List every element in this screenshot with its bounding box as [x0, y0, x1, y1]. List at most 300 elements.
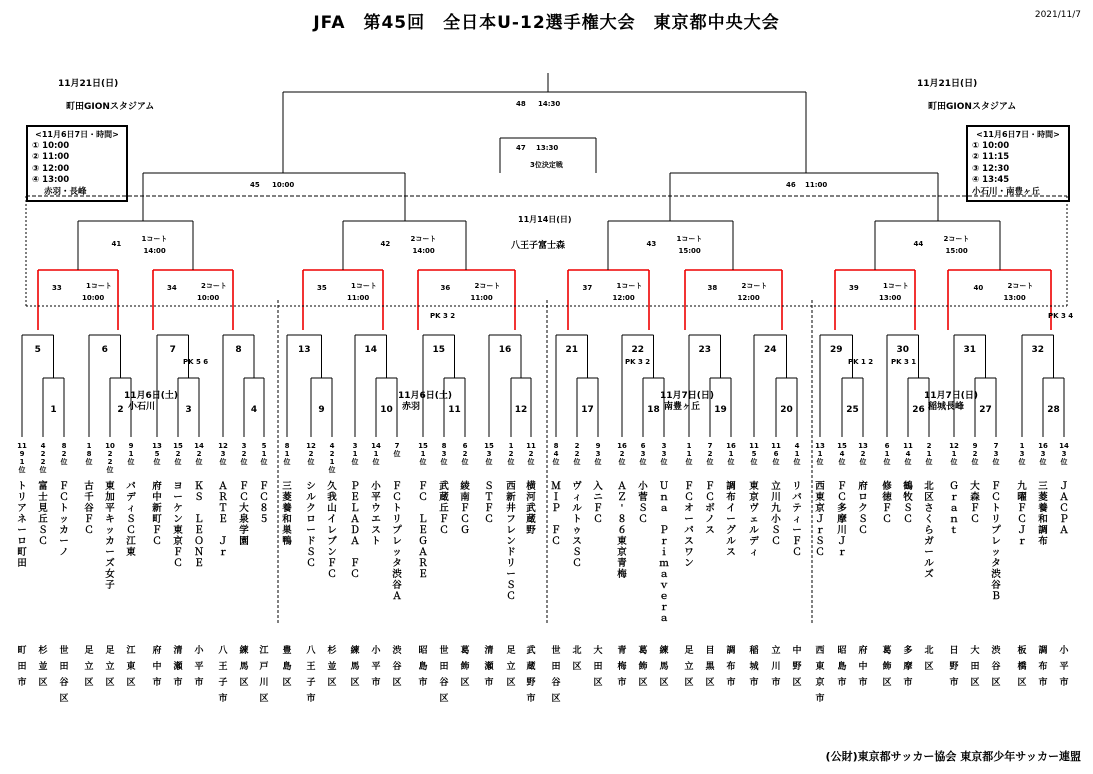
team-seed: 位 [307, 458, 315, 466]
team-area-char: 布 [726, 662, 736, 672]
team-name-char: Ｆ [392, 481, 402, 492]
team-name-char: ト [572, 514, 582, 525]
team-name-char: 養 [1038, 503, 1048, 514]
team-area-char: 中 [152, 662, 162, 672]
team-seed: 13 [815, 442, 825, 450]
team-name-char: Ｆ [684, 481, 694, 492]
match-no: 22 [631, 345, 645, 355]
team-name-char: Ｐ [659, 525, 669, 536]
team-seed: 13 [152, 442, 162, 450]
team-seed: 位 [507, 458, 515, 466]
team-name-char: Ｉ [551, 492, 561, 503]
team-seed: 位 [60, 458, 68, 466]
team-name-char: Ｓ [484, 481, 494, 492]
team-name-char: 泉 [239, 514, 249, 525]
team-seed: 11 [526, 442, 536, 450]
team-name-char: Ｃ [350, 569, 360, 580]
team-name-char: Ｂ [991, 591, 1001, 602]
team-name-char: 千 [84, 492, 94, 503]
team-area-char: 平 [371, 662, 381, 672]
match-no: 15 [432, 345, 446, 355]
team-seed: 3 [220, 450, 226, 458]
team-area-char: 区 [593, 678, 603, 688]
qf-time: 14:00 [412, 247, 435, 255]
team-name-char: ス [726, 547, 736, 558]
team-area-char: 中 [858, 662, 868, 672]
team-area-char: 区 [991, 678, 1001, 688]
team-name-char: ヨ [173, 481, 183, 492]
team-area-char: 小 [1059, 646, 1069, 656]
team-area-char: 目 [705, 646, 715, 656]
r16-no: 39 [849, 284, 859, 292]
team-name-char: 和 [1038, 514, 1048, 525]
team-seed: 8 [284, 442, 290, 450]
team-name-char: Ｅ [418, 569, 428, 580]
match-no: 26 [912, 405, 925, 415]
team-name-char: Ｆ [152, 525, 162, 536]
team-name-char: ｔ [949, 525, 959, 536]
team-seed: 位 [685, 458, 693, 466]
team-name-char: オ [684, 503, 694, 514]
team-name-char: Ａ [218, 481, 228, 492]
team-area-char: 馬 [239, 662, 249, 672]
r16-time: 12:00 [737, 294, 760, 302]
semi-time: 10:00 [272, 181, 295, 189]
team-name-char: Ｃ [705, 492, 715, 503]
team-seed: 位 [240, 458, 248, 466]
team-seed: 1 [794, 450, 800, 458]
team-seed: 2 [40, 458, 46, 466]
team-column [104, 442, 115, 688]
team-area-char: 杉 [38, 646, 48, 656]
team-name-char: 徳 [882, 492, 892, 503]
match-no: 7 [169, 345, 176, 355]
team-seed: 位 [153, 458, 161, 466]
team-seed: 位 [527, 458, 535, 466]
team-seed: 1 [508, 442, 514, 450]
team-seed: 8 [441, 442, 447, 450]
team-area-char: 区 [327, 678, 337, 688]
team-area-char: 区 [1017, 678, 1027, 688]
team-name-char: Ｐ [1059, 514, 1069, 525]
team-column [924, 442, 934, 672]
team-column [258, 442, 269, 704]
team-name-char: Ｃ [506, 591, 516, 602]
team-seed: 2 [508, 450, 514, 458]
team-name-char: 武 [526, 503, 536, 514]
team-name-char: ａ [659, 503, 669, 514]
team-name-char: ー [506, 569, 516, 580]
team-area-char: 中 [792, 646, 802, 656]
team-seed: 8 [86, 450, 92, 458]
team-area-char: 飾 [460, 662, 470, 672]
team-area-char: 市 [194, 678, 204, 688]
team-seed: 15 [484, 442, 494, 450]
team-area-char: 野 [792, 662, 802, 672]
team-seed: 16 [726, 442, 736, 450]
team-name-char: 子 [105, 580, 115, 591]
team-seed: 位 [925, 458, 933, 466]
team-seed: 位 [904, 458, 912, 466]
team-name-char: 山 [327, 503, 337, 514]
team-seed: 4 [553, 450, 559, 458]
team-name-char: Ｓ [858, 514, 868, 525]
team-name-char: ー [173, 492, 183, 503]
team-seed: 位 [174, 458, 182, 466]
team-name-char: 和 [282, 514, 292, 525]
team-name-char: ル [924, 558, 934, 569]
team-name-char: ノ [59, 547, 69, 558]
team-area-char: 並 [327, 662, 337, 672]
team-seed: 15 [173, 442, 183, 450]
team-name-char: 学 [239, 525, 249, 536]
team-name-char: 修 [882, 481, 892, 492]
team-column [125, 442, 136, 688]
match-no: 3 [185, 405, 192, 415]
team-seed: 1 [728, 450, 734, 458]
day-venue: 南豊ヶ丘 [664, 402, 701, 412]
team-name-char: レ [991, 536, 1001, 547]
match-no: 11 [448, 405, 461, 415]
team-seed: 1 [128, 450, 134, 458]
team-name-char: ト [17, 481, 27, 492]
team-name-char: Ｓ [126, 514, 136, 525]
team-name-char: Ｃ [126, 525, 136, 536]
team-name-char: Ｃ [771, 536, 781, 547]
team-column [792, 442, 802, 688]
team-seed: 2 [707, 450, 713, 458]
team-name-char: 士 [38, 492, 48, 503]
team-seed: 位 [1060, 458, 1068, 466]
team-area-char: 戸 [259, 662, 269, 672]
team-seed: 2 [926, 442, 932, 450]
team-seed: 10 [105, 442, 115, 450]
team-name-char: Ｓ [572, 547, 582, 558]
team-name-char: 古 [84, 481, 94, 492]
r16-no: 34 [167, 284, 177, 292]
team-area-char: 区 [506, 678, 516, 688]
r16-time: 11:00 [470, 294, 493, 302]
team-seed: 6 [773, 450, 779, 458]
team-name-char: ８ [617, 514, 627, 525]
team-name-char: ボ [705, 503, 715, 514]
team-column [858, 442, 868, 688]
team-name-char: 新 [506, 492, 516, 503]
team-area-char: 川 [259, 678, 269, 688]
team-area-char: 立 [771, 646, 781, 656]
team-name-char: Ａ [392, 591, 402, 602]
team-area-char: 調 [726, 646, 736, 656]
team-name-char: ス [371, 525, 381, 536]
team-area-char: 並 [38, 662, 48, 672]
team-area-char: 八 [306, 646, 316, 656]
team-area-char: 北 [924, 646, 934, 656]
team-seed: 位 [1039, 458, 1047, 466]
team-name-char: リ [17, 492, 27, 503]
team-seed: 位 [283, 458, 291, 466]
match-no: 18 [647, 405, 660, 415]
team-name-char: 中 [152, 492, 162, 503]
team-name-char: 京 [173, 536, 183, 547]
team-name-char: 布 [726, 492, 736, 503]
match-no: 12 [514, 405, 528, 415]
team-name-char: ィ [749, 547, 759, 558]
team-area-char: 飾 [882, 662, 892, 672]
team-column [59, 442, 69, 704]
team-name-char: 河 [526, 492, 536, 503]
team-name-char: Ｆ [792, 536, 802, 547]
team-seed: 位 [639, 458, 647, 466]
team-column [1017, 442, 1027, 688]
team-seed: 位 [127, 458, 135, 466]
team-name-char: Ｌ [194, 514, 204, 525]
team-name-char: Ｃ [259, 492, 269, 503]
team-seed: 位 [440, 458, 448, 466]
team-area-char: 世 [439, 646, 449, 656]
team-name-char: 丘 [38, 514, 48, 525]
team-area-char: 葛 [882, 646, 892, 656]
team-name-char: リ [506, 558, 516, 569]
team-name-char: 井 [506, 503, 516, 514]
team-column [949, 442, 959, 688]
team-area-char: 田 [970, 662, 980, 672]
team-area-char: 橋 [1017, 662, 1027, 672]
team-seed: 2 [241, 450, 247, 458]
r16-no: 40 [973, 284, 984, 292]
team-seed: 12 [306, 442, 316, 450]
r16-court: 2コート [474, 282, 501, 290]
team-seed: 位 [772, 458, 780, 466]
team-seed: 位 [85, 458, 93, 466]
team-name-char: 府 [152, 481, 162, 492]
team-name-char: 小 [638, 481, 648, 492]
team-name-char: 三 [1038, 481, 1048, 492]
team-name-char: ト [991, 503, 1001, 514]
team-name-char: 江 [126, 536, 136, 547]
team-seed: 11 [17, 442, 27, 450]
team-column [1059, 442, 1069, 688]
r16-no: 36 [440, 284, 451, 292]
team-name-char: Ｃ [837, 492, 847, 503]
team-area-char: 谷 [392, 662, 402, 672]
match-no: 24 [763, 345, 777, 355]
team-seed: 2 [972, 450, 978, 458]
team-column [38, 442, 48, 688]
team-seed: 位 [219, 458, 227, 466]
day-date: 11月7日(日) [924, 391, 979, 401]
team-area-char: 区 [38, 678, 48, 688]
team-seed: 7 [394, 442, 400, 450]
team-name-char: ｅ [659, 591, 669, 602]
team-name-char: ッ [105, 525, 115, 536]
team-seed: 4 [329, 442, 335, 450]
team-name-char: Ｆ [327, 558, 337, 569]
team-seed: 15 [837, 442, 847, 450]
team-name-char: 菱 [282, 492, 292, 503]
team-name-char: ン [684, 558, 694, 569]
team-seed: 位 [195, 458, 203, 466]
team-name-char: Ｇ [949, 481, 959, 492]
team-area-char: 瀬 [173, 662, 183, 672]
team-name-char: 摩 [837, 514, 847, 525]
r16-court: 1コート [616, 282, 643, 290]
team-name-char: ｉ [659, 547, 669, 558]
team-column [525, 442, 536, 704]
print-date: 2021/11/7 [1034, 10, 1081, 20]
team-name-char: ヴ [572, 481, 582, 492]
team-seed: 14 [194, 442, 204, 450]
team-seed: 5 [261, 442, 267, 450]
third-label: 3位決定戦 [530, 161, 563, 169]
team-name-char: 京 [617, 547, 627, 558]
team-area-char: 市 [484, 678, 494, 688]
team-seed: 15 [418, 442, 428, 450]
team-name-char: Ｚ [617, 492, 627, 503]
team-name-char: 巣 [282, 525, 292, 536]
r16-no: 37 [582, 284, 593, 292]
team-area-char: 子 [218, 678, 228, 688]
team-seed: 5 [154, 450, 160, 458]
final-time: 14:30 [538, 100, 561, 108]
team-name-char: く [924, 514, 934, 525]
team-column [991, 442, 1001, 688]
team-seed: 位 [594, 458, 602, 466]
team-area-char: 杉 [327, 646, 337, 656]
team-area-char: 城 [749, 662, 759, 672]
match-no: 19 [714, 405, 727, 415]
team-name-char: 鴨 [282, 536, 292, 547]
left-time-3: ③ 12:00 [32, 163, 70, 174]
team-name-char: 南 [460, 492, 470, 503]
team-name-char: レ [506, 525, 516, 536]
team-name-char: 川 [771, 492, 781, 503]
team-name-char: 調 [1038, 525, 1048, 536]
r16-court: 1コート [351, 282, 377, 290]
team-name-char: パ [126, 481, 136, 492]
team-name-char: 北 [924, 481, 934, 492]
team-name-char: Ｍ [551, 481, 561, 492]
semi-no: 46 [786, 181, 796, 189]
team-area-char: 渋 [392, 646, 402, 656]
team-area-char: 府 [858, 646, 868, 656]
team-area-char: 市 [218, 694, 228, 704]
team-name-char: Ｆ [551, 525, 561, 536]
team-name-char: ド [306, 536, 316, 547]
team-name-char: ー [105, 547, 115, 558]
team-area-char: 市 [617, 678, 627, 688]
team-name-char: ス [705, 525, 715, 536]
team-name-char: 府 [858, 481, 868, 492]
team-name-char: Ｅ [218, 514, 228, 525]
team-seed: 1 [686, 450, 692, 458]
team-name-char: 平 [371, 492, 381, 503]
right-time-3: ③ 12:30 [972, 163, 1010, 174]
team-name-char: 平 [105, 503, 115, 514]
team-name-char: Ｊ [1059, 481, 1069, 492]
match-no: 2 [117, 405, 124, 415]
team-name-char: Ｊ [218, 536, 228, 547]
team-name-char: ゥ [572, 525, 582, 536]
team-name-char: フ [506, 514, 516, 525]
r16-court: 2コート [741, 282, 768, 290]
match-no: 14 [364, 345, 378, 355]
team-seed: 11 [771, 442, 781, 450]
team-column [84, 442, 94, 688]
match-no: 20 [780, 405, 793, 415]
team-seed: 2 [860, 450, 866, 458]
team-column [282, 442, 292, 688]
team-area-char: 区 [84, 678, 94, 688]
team-area-char: 大 [593, 646, 603, 656]
team-name-char: Ｃ [418, 492, 428, 503]
team-name-char: ６ [617, 525, 627, 536]
qf-no: 41 [111, 240, 122, 248]
team-name-char: ｖ [659, 580, 669, 591]
team-area-char: 田 [551, 662, 561, 672]
match-no: 16 [498, 345, 512, 355]
team-seed: 位 [18, 466, 26, 474]
team-area-char: 区 [239, 678, 249, 688]
day-date: 11月6日(土) [398, 391, 453, 401]
team-name-char: 立 [771, 481, 781, 492]
team-seed: 1 [817, 450, 823, 458]
team-area-char: 区 [572, 662, 582, 672]
team-seed: 位 [992, 458, 1000, 466]
day-date: 11月7日(日) [660, 391, 715, 401]
team-seed: 1 [1019, 442, 1025, 450]
team-name-char: Ｃ [593, 514, 603, 525]
team-name-char: ｍ [659, 558, 669, 569]
team-seed: 1 [86, 442, 92, 450]
team-name-char: 見 [38, 503, 48, 514]
team-area-char: 市 [418, 678, 428, 688]
team-seed: 2 [574, 450, 580, 458]
team-column [705, 442, 715, 688]
team-name-char: ワ [684, 547, 694, 558]
team-name-char: Ｆ [837, 481, 847, 492]
team-area-char: 西 [815, 646, 825, 656]
team-name-char: Ｏ [194, 536, 204, 547]
qf-no: 43 [646, 240, 657, 248]
team-area-char: 谷 [991, 662, 1001, 672]
team-column [194, 442, 204, 688]
team-name-char: ッ [59, 514, 69, 525]
team-seed: 14 [1059, 442, 1069, 450]
r16-no: 35 [317, 284, 327, 292]
team-name-char: 富 [38, 481, 48, 492]
qf-court: 2コート [410, 235, 437, 243]
team-name-char: カ [105, 536, 115, 547]
team-name-char: ガ [924, 536, 934, 547]
team-name-char: Ｃ [173, 558, 183, 569]
team-column [306, 442, 316, 704]
team-area-char: 谷 [551, 678, 561, 688]
day-date: 11月6日(土) [124, 391, 179, 401]
team-name-char: ル [726, 536, 736, 547]
qf-time: 15:00 [945, 247, 968, 255]
team-name-char: 九 [1017, 481, 1027, 492]
team-seed: 位 [419, 458, 427, 466]
team-area-char: 市 [903, 678, 913, 688]
team-name-char: 菅 [638, 492, 648, 503]
team-name-char: Ｆ [84, 514, 94, 525]
team-area-char: 平 [194, 662, 204, 672]
team-name-char: Ａ [350, 514, 360, 525]
team-name-char: ー [726, 514, 736, 525]
team-seed: 7 [993, 442, 999, 450]
team-seed: 6 [884, 442, 890, 450]
team-name-char: プ [392, 525, 402, 536]
